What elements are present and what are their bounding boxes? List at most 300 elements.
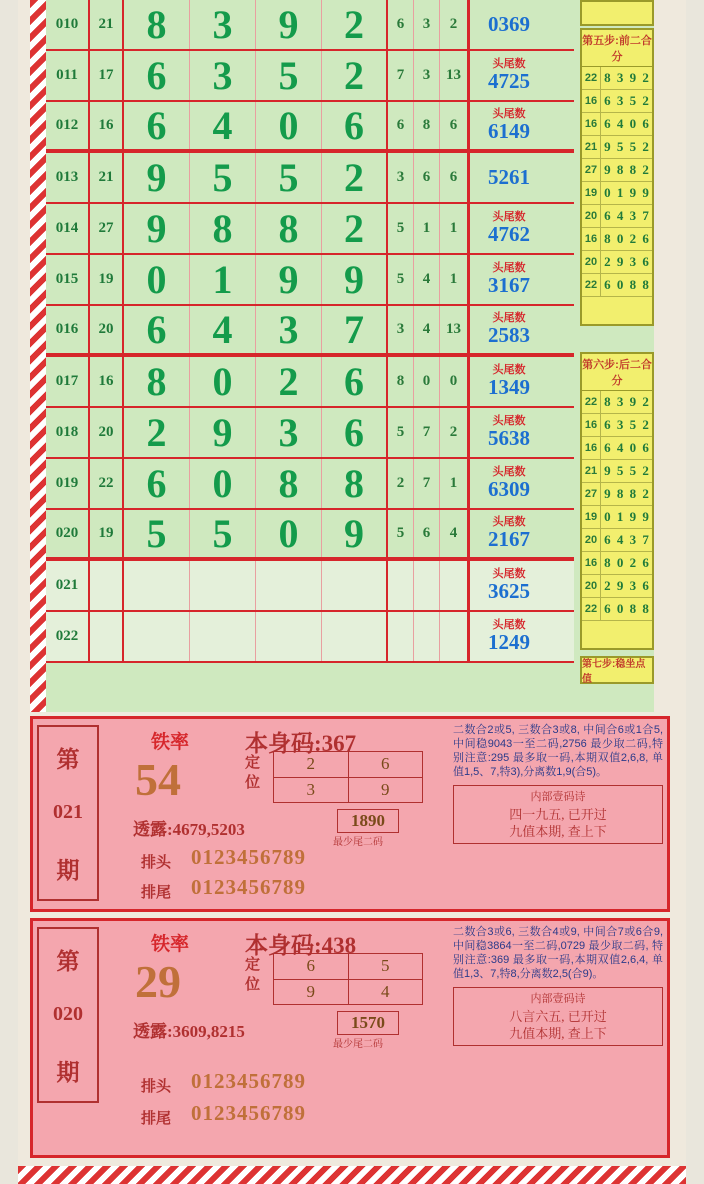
row-tail (470, 255, 548, 304)
yellow-digit: 7 (642, 532, 649, 547)
row-digit: 8 (256, 459, 322, 508)
row-tail (470, 153, 548, 202)
row-sum: 16 (90, 357, 124, 406)
row-sum (90, 561, 124, 610)
row-tail-label: 头尾数 (492, 466, 526, 478)
row-digit: 2 (322, 153, 388, 202)
table-row (46, 561, 574, 612)
row-digit (124, 612, 190, 661)
table-row (46, 306, 574, 357)
row-id: 014 (46, 204, 90, 253)
yellow-row-key: 20 (582, 575, 601, 597)
yellow-row-digits (601, 113, 652, 135)
row-tail-value: 6149 (488, 119, 530, 143)
row-small: 7 (414, 408, 440, 457)
row-digit: 4 (190, 102, 256, 149)
yellow-row-key: 16 (582, 437, 601, 459)
row-digit: 9 (124, 204, 190, 253)
row-small: 4 (414, 255, 440, 304)
row-small: 13 (440, 306, 470, 353)
yellow-top-stub (580, 0, 654, 26)
issue-box-021 (37, 725, 99, 901)
yellow-row-digits (601, 529, 652, 551)
row-small (414, 612, 440, 661)
row-digit: 0 (256, 102, 322, 149)
row-digit: 1 (190, 255, 256, 304)
yellow-row-digits (601, 483, 652, 505)
yellow-panel-step6 (580, 352, 654, 650)
row-digit: 2 (322, 204, 388, 253)
yellow-digit: 2 (604, 578, 611, 593)
row-small: 3 (388, 153, 414, 202)
paitou-label-2: 排头 (141, 1078, 172, 1095)
issue-number: 020 (53, 1003, 83, 1026)
row-id: 022 (46, 612, 90, 661)
yellow-digit: 6 (604, 116, 611, 131)
yellow-digit: 9 (604, 463, 611, 478)
yellow-step7-label: 第七步:稳坐点值 (580, 656, 654, 684)
results-grid (46, 0, 574, 663)
row-digit: 3 (190, 51, 256, 100)
toulu-box-caption-1: 最少尾二码 (333, 837, 383, 848)
yellow-row-key: 22 (582, 391, 601, 413)
row-tail-label: 头尾数 (492, 415, 526, 427)
yellow-digit: 9 (629, 509, 637, 524)
yellow-row (582, 437, 652, 460)
issue-prefix: 第 (56, 948, 80, 974)
yellow-digit: 0 (616, 277, 624, 292)
issue-box-020 (37, 927, 99, 1103)
row-digit: 9 (124, 153, 190, 202)
yellow-row-digits (601, 228, 652, 250)
note-text-1: 二数合2或5, 三数合3或8, 中间合6或1合5, 中间稳9043一至二码,2756 最少取二码,特别注意:295 最多取一码,本期双值2,6,8, 单值1,5、7,特3),分离数1,9(合5)。 (453, 724, 663, 778)
row-digit: 6 (124, 51, 190, 100)
dingwei-cell: 2 (274, 752, 348, 778)
row-id: 012 (46, 102, 90, 149)
yellow-digit: 0 (629, 116, 637, 131)
yellow-digit: 9 (642, 185, 649, 200)
row-digit: 6 (124, 102, 190, 149)
poem-line2-2: 九值本期, 查上下 (509, 1026, 607, 1041)
yellow-digit: 9 (616, 254, 624, 269)
row-id: 021 (46, 561, 90, 610)
row-small: 8 (388, 357, 414, 406)
row-digit: 0 (124, 255, 190, 304)
yellow-digit: 6 (604, 93, 611, 108)
pink1-middle (105, 723, 445, 909)
benshen-code-1: 本身码:367 (245, 731, 357, 756)
row-digit: 5 (256, 153, 322, 202)
row-tail-label: 头尾数 (492, 211, 526, 223)
yellow-row-key: 16 (582, 228, 601, 250)
row-sum (90, 612, 124, 661)
yellow-row-key: 27 (582, 159, 601, 181)
dingwei-cell: 9 (306, 981, 315, 1001)
row-digit: 5 (256, 51, 322, 100)
yellow-digit: 6 (604, 208, 611, 223)
row-digit: 9 (322, 255, 388, 304)
yellow-row (582, 460, 652, 483)
row-tail-label: 头尾数 (492, 108, 526, 120)
dingwei-cell: 4 (381, 981, 390, 1001)
yellow-digit: 3 (629, 208, 637, 223)
row-small: 2 (440, 0, 470, 49)
row-tail (470, 51, 548, 100)
yellow-row-key: 21 (582, 460, 601, 482)
row-digit: 8 (190, 204, 256, 253)
yellow-digit: 9 (629, 394, 637, 409)
yellow-digit: 6 (604, 440, 611, 455)
poem-title-1: 内部壹码诗 (530, 791, 586, 803)
row-small: 3 (414, 0, 440, 49)
row-tail (470, 306, 548, 353)
row-small: 3 (414, 51, 440, 100)
paiwei-digits-2: 0123456789 (191, 1101, 306, 1125)
dingwei-col-1b (349, 752, 423, 802)
yellow-digit: 0 (616, 555, 624, 570)
poem-line1-1: 四一九五, 已开过 (509, 807, 607, 822)
row-digit: 9 (256, 0, 322, 49)
row-small: 6 (414, 153, 440, 202)
row-id: 019 (46, 459, 90, 508)
table-row (46, 612, 574, 663)
row-small: 7 (414, 459, 440, 508)
row-small: 2 (440, 408, 470, 457)
yellow-digit: 8 (629, 601, 637, 616)
yellow-digit: 9 (629, 70, 637, 85)
yellow-row-key: 22 (582, 67, 601, 89)
row-digit: 6 (322, 357, 388, 406)
yellow-row-digits (601, 251, 652, 273)
row-small: 6 (388, 0, 414, 49)
row-tail-value: 2167 (488, 527, 530, 551)
row-small (388, 612, 414, 661)
row-tail-value: 0369 (488, 12, 530, 36)
yellow-digit: 4 (616, 532, 624, 547)
yellow-digit: 6 (642, 440, 649, 455)
yellow-row-key: 27 (582, 483, 601, 505)
yellow-digit: 0 (604, 185, 611, 200)
pink1-right (453, 723, 663, 844)
table-row (46, 408, 574, 459)
row-id: 020 (46, 510, 90, 557)
row-small: 4 (440, 510, 470, 557)
yellow-digit: 9 (642, 509, 649, 524)
yellow-digit: 6 (604, 601, 611, 616)
yellow-digit: 2 (642, 70, 649, 85)
row-tail (470, 561, 548, 610)
yellow-row-digits (601, 67, 652, 89)
toulu-box-caption-2: 最少尾二码 (333, 1039, 383, 1050)
yellow-digit: 9 (604, 486, 611, 501)
yellow-row-key: 16 (582, 113, 601, 135)
note-text-2: 二数合3或6, 三数合4或9, 中间合7或6合9, 中间稳3864一至二码,0729 最少取二码, 特别注意:369 最多取一码,本期双值2,6,4, 单值1,3、7,特8,分离数2,5(合9)。 (453, 926, 663, 980)
yellow-row-key: 20 (582, 529, 601, 551)
row-digit: 0 (190, 357, 256, 406)
row-digit: 6 (322, 408, 388, 457)
row-tail-value: 4762 (488, 222, 530, 246)
yellow-row-digits (601, 136, 652, 158)
row-sum: 22 (90, 459, 124, 508)
row-id: 011 (46, 51, 90, 100)
row-digit: 4 (190, 306, 256, 353)
table-row (46, 51, 574, 102)
yellow-digit: 2 (642, 93, 649, 108)
row-sum: 20 (90, 408, 124, 457)
row-small: 0 (414, 357, 440, 406)
dingwei-col-2a (274, 954, 349, 1004)
big-number-1: 54 (135, 754, 181, 805)
row-small: 6 (414, 510, 440, 557)
dingwei-box-2 (273, 953, 423, 1005)
yellow-digit: 6 (642, 116, 649, 131)
row-digit: 6 (124, 459, 190, 508)
table-row (46, 357, 574, 408)
poem-line2-1: 九值本期, 查上下 (509, 824, 607, 839)
row-tail-value: 1249 (488, 630, 530, 654)
row-tail (470, 357, 548, 406)
yellow-row (582, 251, 652, 274)
poem-box-2 (453, 987, 663, 1046)
row-digit: 3 (256, 408, 322, 457)
row-digit: 2 (322, 0, 388, 49)
row-id: 017 (46, 357, 90, 406)
row-small (440, 561, 470, 610)
yellow-row (582, 529, 652, 552)
yellow-row-key: 16 (582, 414, 601, 436)
yellow-row-key: 21 (582, 136, 601, 158)
dingwei-label-2: 定 位 (245, 956, 261, 993)
paiwei-digits-1: 0123456789 (191, 875, 306, 899)
yellow-row (582, 182, 652, 205)
row-id: 010 (46, 0, 90, 49)
yellow-digit: 6 (604, 277, 611, 292)
row-tail-value: 4725 (488, 69, 530, 93)
row-small: 3 (388, 306, 414, 353)
row-sum: 21 (90, 0, 124, 49)
yellow-digit: 8 (604, 70, 611, 85)
row-small: 1 (414, 204, 440, 253)
table-row (46, 510, 574, 561)
paiwei-label-2: 排尾 (141, 1110, 172, 1127)
row-digit: 8 (124, 357, 190, 406)
row-tail-label: 头尾数 (492, 619, 526, 631)
pink2-right (453, 925, 663, 1046)
row-small: 1 (440, 204, 470, 253)
yellow-digit: 8 (604, 231, 611, 246)
table-row (46, 153, 574, 204)
yellow-digit: 2 (642, 463, 649, 478)
row-digit (256, 612, 322, 661)
paiwei-label-1: 排尾 (141, 884, 172, 901)
yellow-row-key: 22 (582, 274, 601, 296)
row-small (414, 561, 440, 610)
benshen-code-2: 本身码:438 (245, 933, 357, 958)
dingwei-cell: 6 (349, 752, 423, 778)
row-small: 7 (388, 51, 414, 100)
yellow-panel-step5-body (582, 67, 652, 297)
yellow-digit: 6 (642, 578, 649, 593)
row-tail-value: 3167 (488, 273, 530, 297)
row-id: 018 (46, 408, 90, 457)
yellow-panel-step5 (580, 28, 654, 326)
yellow-row (582, 205, 652, 228)
row-small: 6 (440, 102, 470, 149)
row-tail-value: 2583 (488, 323, 530, 347)
row-tail (470, 204, 548, 253)
yellow-digit: 8 (629, 486, 637, 501)
row-small (388, 561, 414, 610)
row-digit: 0 (256, 510, 322, 557)
row-small: 1 (440, 255, 470, 304)
row-digit (322, 612, 388, 661)
yellow-digit: 3 (629, 532, 637, 547)
row-digit: 5 (190, 510, 256, 557)
yellow-digit: 3 (629, 578, 637, 593)
yellow-digit: 4 (616, 208, 624, 223)
row-small: 2 (388, 459, 414, 508)
dingwei-label-1: 定 位 (245, 754, 261, 791)
row-tail-value: 1349 (488, 375, 530, 399)
yellow-digit: 8 (642, 601, 649, 616)
row-small: 6 (440, 153, 470, 202)
toulu-box-2: 1570 (337, 1011, 399, 1035)
row-digit: 5 (190, 153, 256, 202)
row-tail (470, 102, 548, 149)
yellow-digit: 0 (604, 509, 611, 524)
paitou-digits-2: 0123456789 (191, 1069, 306, 1093)
poem-line1-2: 八言六五, 已开过 (509, 1009, 607, 1024)
row-digit: 9 (190, 408, 256, 457)
row-sum: 17 (90, 51, 124, 100)
yellow-digit: 0 (629, 440, 637, 455)
yellow-row-digits (601, 274, 652, 296)
row-tail (470, 510, 548, 557)
yellow-digit: 2 (642, 486, 649, 501)
row-digit: 8 (124, 0, 190, 49)
row-digit: 8 (256, 204, 322, 253)
dingwei-cell: 5 (349, 954, 423, 980)
row-digit: 9 (322, 510, 388, 557)
yellow-row-digits (601, 90, 652, 112)
row-tail-label: 头尾数 (492, 312, 526, 324)
yellow-panel-step6-body (582, 391, 652, 621)
yellow-row (582, 159, 652, 182)
row-sum: 21 (90, 153, 124, 202)
poem-box-1 (453, 785, 663, 844)
issue-prefix: 第 (56, 746, 80, 772)
yellow-row-digits (601, 460, 652, 482)
row-tail-value: 5261 (488, 165, 530, 189)
yellow-digit: 5 (629, 463, 637, 478)
row-id: 015 (46, 255, 90, 304)
yellow-row (582, 598, 652, 621)
toulu-text-2: 透露:3609,8215 (133, 1022, 245, 1041)
yellow-row-digits (601, 575, 652, 597)
yellow-row-key: 22 (582, 598, 601, 620)
row-tail-value: 5638 (488, 426, 530, 450)
yellow-digit: 2 (642, 139, 649, 154)
row-tail-label: 头尾数 (492, 516, 526, 528)
yellow-row-digits (601, 437, 652, 459)
yellow-row (582, 228, 652, 251)
yellow-row-key: 20 (582, 205, 601, 227)
yellow-digit: 8 (616, 486, 624, 501)
row-sum: 27 (90, 204, 124, 253)
row-small: 1 (440, 459, 470, 508)
left-candy-stripe-border (30, 0, 46, 712)
row-digit: 3 (190, 0, 256, 49)
yellow-row-key: 20 (582, 251, 601, 273)
row-digit: 6 (124, 306, 190, 353)
yellow-digit: 2 (629, 555, 637, 570)
toulu-text-1: 透露:4679,5203 (133, 820, 245, 839)
yellow-row (582, 90, 652, 113)
pink-panel-issue-021 (30, 716, 670, 912)
row-digit (322, 561, 388, 610)
issue-suffix: 期 (56, 858, 80, 884)
row-small: 8 (414, 102, 440, 149)
row-small (440, 612, 470, 661)
row-id: 013 (46, 153, 90, 202)
row-sum: 20 (90, 306, 124, 353)
yellow-row-key: 19 (582, 506, 601, 528)
yellow-digit: 3 (629, 254, 637, 269)
row-digit: 6 (322, 102, 388, 149)
issue-number: 021 (53, 801, 83, 824)
yellow-row-digits (601, 598, 652, 620)
yellow-digit: 8 (642, 277, 649, 292)
yellow-digit: 8 (604, 394, 611, 409)
yellow-row (582, 274, 652, 297)
table-row (46, 204, 574, 255)
table-row (46, 0, 574, 51)
yellow-digit: 8 (629, 162, 637, 177)
dingwei-cell: 6 (274, 954, 348, 980)
yellow-digit: 4 (616, 116, 624, 131)
yellow-row (582, 113, 652, 136)
yellow-row-key: 16 (582, 552, 601, 574)
yellow-digit: 5 (616, 139, 624, 154)
yellow-row (582, 483, 652, 506)
yellow-digit: 3 (616, 93, 624, 108)
row-digit: 2 (256, 357, 322, 406)
yellow-digit: 7 (642, 208, 649, 223)
yellow-digit: 6 (642, 555, 649, 570)
yellow-digit: 9 (616, 578, 624, 593)
yellow-row-digits (601, 205, 652, 227)
yellow-row (582, 67, 652, 90)
yellow-digit: 8 (616, 162, 624, 177)
yellow-digit: 6 (642, 254, 649, 269)
row-digit: 8 (322, 459, 388, 508)
yellow-digit: 1 (616, 509, 624, 524)
row-digit (190, 612, 256, 661)
yellow-row (582, 506, 652, 529)
row-digit: 7 (322, 306, 388, 353)
row-digit: 2 (322, 51, 388, 100)
yellow-digit: 5 (629, 93, 637, 108)
row-small: 5 (388, 510, 414, 557)
yellow-digit: 5 (616, 463, 624, 478)
row-digit: 5 (124, 510, 190, 557)
yellow-panel-step6-title: 第六步:后二合分 (582, 354, 652, 391)
yellow-digit: 3 (616, 70, 624, 85)
yellow-digit: 2 (642, 394, 649, 409)
row-small: 5 (388, 255, 414, 304)
bottom-candy-stripe-border (18, 1166, 686, 1184)
yellow-row-key: 19 (582, 182, 601, 204)
